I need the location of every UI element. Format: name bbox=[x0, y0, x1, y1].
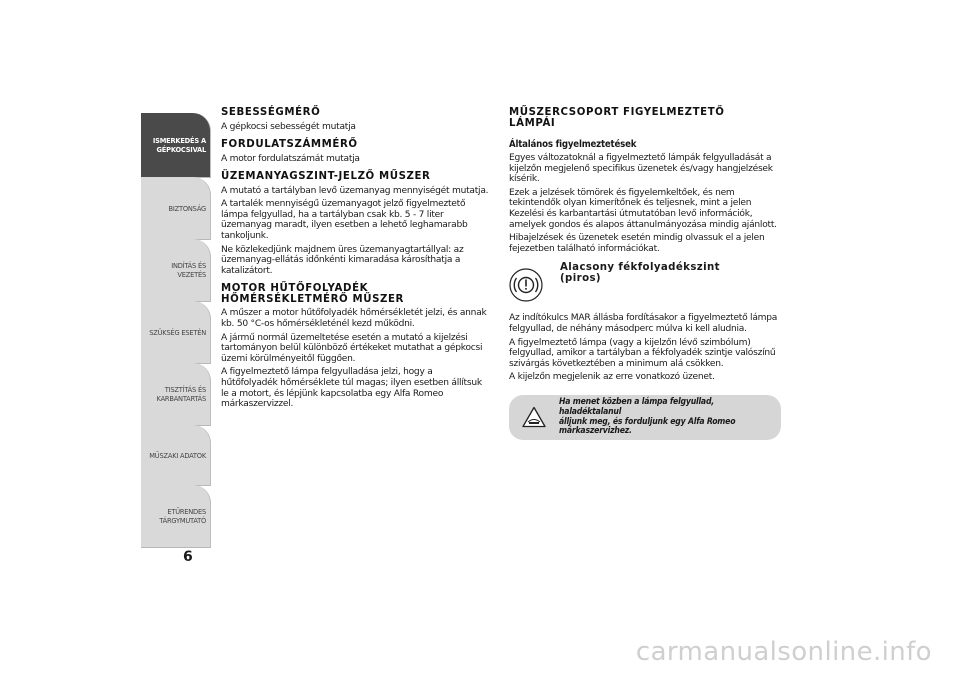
note-line-1: Ha menet közben a lámpa felgyullad, haladéktalanul bbox=[559, 396, 715, 417]
note-line-2: álljunk meg, és forduljunk egy Alfa Romeo bbox=[559, 416, 736, 427]
tab-label: BIZTONSÁG bbox=[168, 203, 206, 213]
tab-label: SZÜKSÉG ESETÉN bbox=[149, 327, 206, 337]
coolant-paragraph-3: A figyelmeztető lámpa felgyulladása jelzi, hogy a hűtőfolyadék hőmérséklete túl magas; ilyen esetben állítsuk le a motort, és lépjünk kapcsolatba egy Alfa Romeo márkaszervizzel. bbox=[221, 367, 482, 410]
heading-warning-lights-2: LÁMPÁI bbox=[509, 117, 556, 129]
brake-paragraph-2: A figyelmeztető lámpa (vagy a kijelzőn lévő szimbólum) felgyullad, amikor a tartályban a fékfolyadék szintje valószínű szivárgás következtében a minimum alá csökken. bbox=[509, 337, 776, 369]
heading-speedometer: SEBESSÉGMÉRŐ bbox=[221, 107, 321, 118]
general-paragraph-1: Egyes változatoknál a figyelmeztető lámpák felgyulladását a kijelzőn megjelenő specifikus üzenetek és/vagy hangjelzések kísérik. bbox=[509, 153, 773, 185]
heading-coolant-temp-1: MOTOR HŰTŐFOLYADÉK bbox=[221, 283, 369, 295]
tab-technical-data[interactable] bbox=[141, 425, 211, 485]
note-line-3: márkaszervizhez. bbox=[559, 426, 632, 437]
tab-label: MŰSZAKI ADATOK bbox=[149, 450, 206, 460]
page-number: 6 bbox=[183, 549, 193, 565]
tab-getting-to-know[interactable] bbox=[141, 113, 211, 177]
tab-maintenance[interactable] bbox=[141, 363, 211, 425]
warning-triangle-icon bbox=[522, 406, 546, 428]
heading-rev-counter: FORDULATSZÁMMÉRŐ bbox=[221, 139, 358, 151]
speedometer-text: A gépkocsi sebességét mutatja bbox=[221, 121, 356, 132]
coolant-paragraph-1: A műszer a motor hűtőfolyadék hőmérsékletét jelzi, és annak kb. 50 °C-os hőmérsékleténél kezd működni. bbox=[221, 308, 487, 330]
tab-emergency[interactable] bbox=[141, 301, 211, 363]
fuel-paragraph-2: A tartalék mennyiségű üzemanyagot jelző figyelmeztető lámpa felgyullad, ha a tartályban csak kb. 5 - 7 liter üzemanyag maradt, ilyen esetben a lehető leghamarabb tankoljunk. bbox=[221, 199, 468, 242]
tab-label: ETŰRENDES TÁRGYMUTATÓ bbox=[159, 507, 206, 525]
brake-fluid-title-1: Alacsony fékfolyadékszint bbox=[560, 262, 720, 274]
brake-fluid-block bbox=[509, 262, 781, 310]
tab-label: TISZTÍTÁS ÉS KARBANTARTÁS bbox=[156, 385, 206, 403]
watermark: carmanualsonline.info bbox=[635, 637, 932, 667]
right-column bbox=[509, 108, 781, 440]
brake-fluid-warning-icon bbox=[509, 268, 543, 302]
chapter-tabs bbox=[141, 113, 211, 547]
fuel-paragraph-1: A mutató a tartályban levő üzemanyag mennyiségét mutatja. bbox=[221, 185, 489, 196]
brake-fluid-title-2: (piros) bbox=[560, 273, 601, 285]
tab-safety[interactable] bbox=[141, 177, 211, 239]
tab-label: INDÍTÁS ÉS VEZETÉS bbox=[171, 261, 206, 279]
heading-coolant-temp-2: HŐMÉRSÉKLETMÉRŐ MŰSZER bbox=[221, 293, 405, 305]
tab-index[interactable] bbox=[141, 485, 211, 547]
fuel-paragraph-3: Ne közlekedjünk majdnem üres üzemanyagtartállyal: az üzemanyag-ellátás időnkénti kimaradása károsíthatja a katalizátort. bbox=[221, 244, 464, 276]
coolant-paragraph-2: A jármű normál üzemeltetése esetén a mutató a kijelzési tartományon belül különböző értékeket mutathat a gépkocsi üzemi körülményeitől függően. bbox=[221, 332, 483, 364]
tab-starting-driving[interactable] bbox=[141, 239, 211, 301]
left-column bbox=[221, 108, 491, 410]
brake-paragraph-3: A kijelzőn megjelenik az erre vonatkozó üzenet. bbox=[509, 372, 715, 383]
heading-warning-lights-1: MŰSZERCSOPORT FIGYELMEZTETŐ bbox=[509, 107, 725, 118]
general-paragraph-2: Ezek a jelzések tömörek és figyelemkeltőek, és nem tekintendők olyan kimerítőnek és teljesnek, mint a jelen Kezelési és karbantartási útmutatóban levő információk, amelyek gondos és alapos áttanulmányozása mindig ajánlott. bbox=[509, 187, 777, 230]
general-paragraph-3: Hibajelzések és üzenetek esetén mindig olvassuk el a jelen fejezetben található információkat. bbox=[509, 233, 765, 254]
tab-label: ISMERKEDÉS A GÉPKOCSIVAL bbox=[152, 136, 206, 154]
rev-counter-text: A motor fordulatszámát mutatja bbox=[221, 153, 360, 164]
subheading-general: Általános figyelmeztetések bbox=[509, 139, 637, 150]
heading-fuel-gauge: ÜZEMANYAGSZINT-JELZŐ MŰSZER bbox=[221, 171, 431, 183]
brake-paragraph-1: Az indítókulcs MAR állásba fordításakor a figyelmeztető lámpa felgyullad, de néhány másodperc múlva ki kell aludnia. bbox=[509, 313, 778, 334]
warning-note-box bbox=[509, 395, 781, 440]
